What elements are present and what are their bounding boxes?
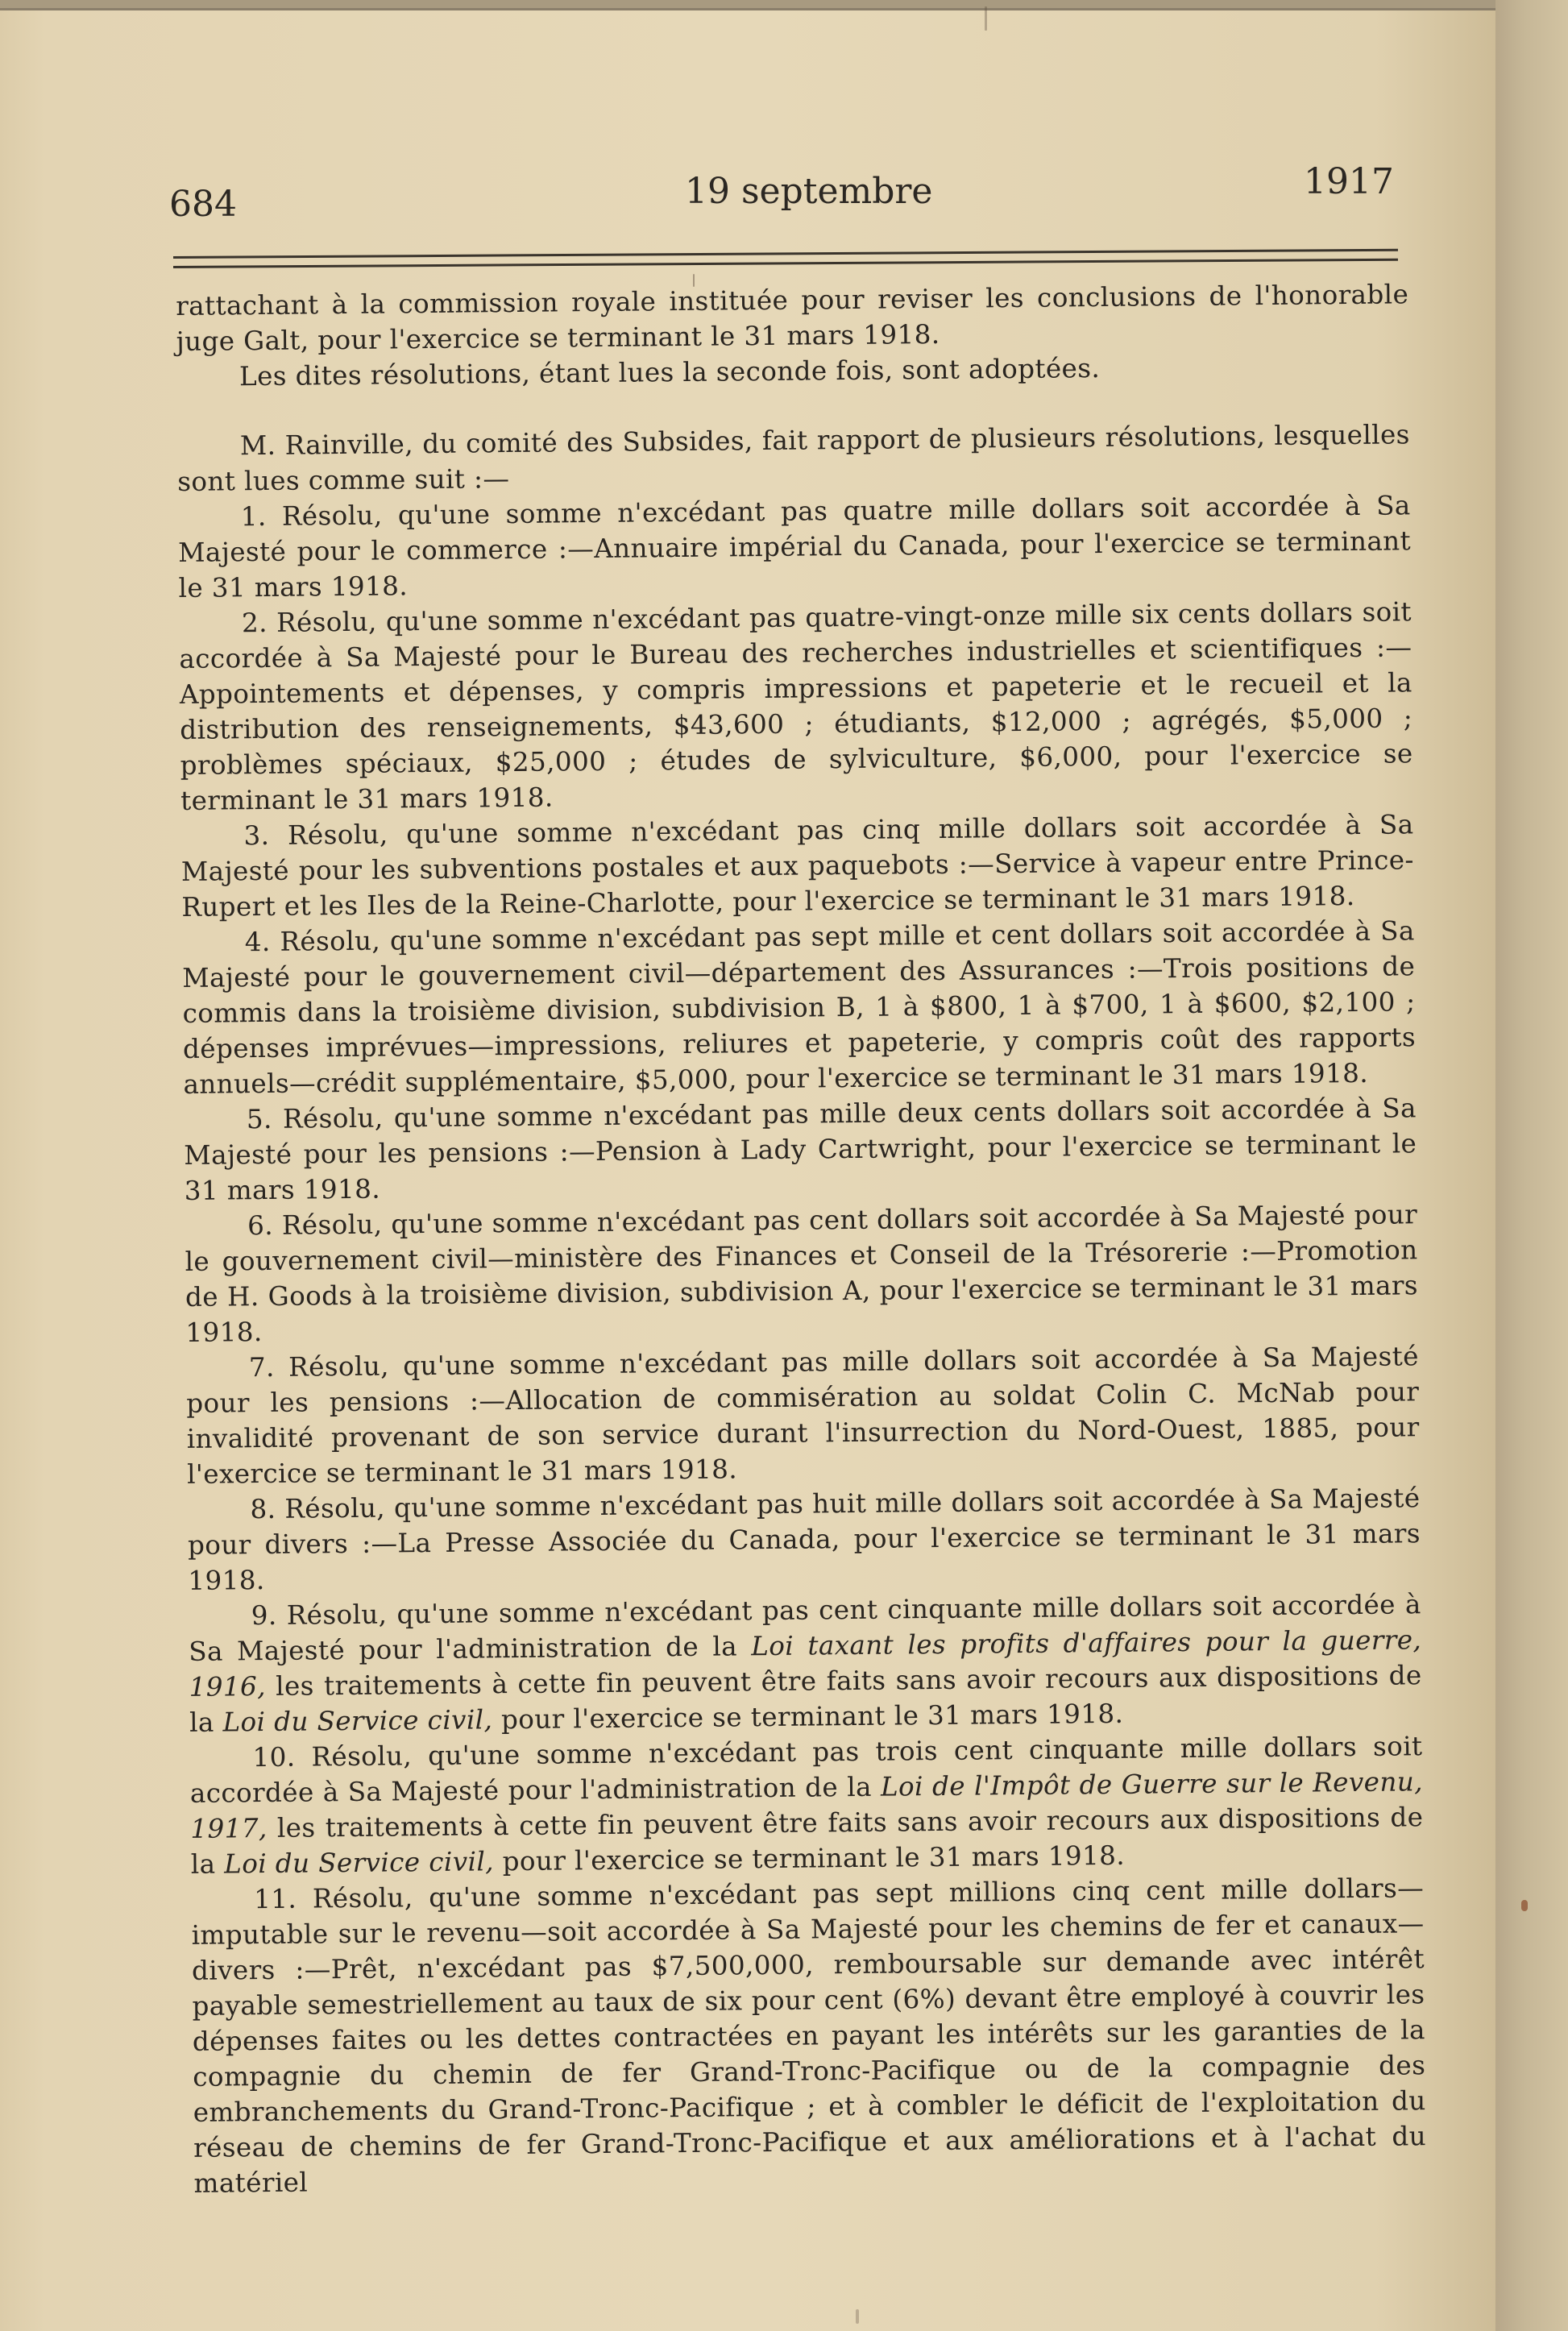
resolution-9-act-title: Loi taxant les profits d'affaires pour la guerre, 1916, bbox=[189, 1624, 1422, 1703]
resolution-10-text-b: les traitements à cette fin peuvent être faits sans avoir recours aux dispositions de la bbox=[190, 1802, 1424, 1880]
page-number: 684 bbox=[169, 184, 237, 225]
resolution-10-civil-service-act: Loi du Service civil, bbox=[223, 1846, 495, 1880]
header-rule-bottom bbox=[173, 259, 1398, 268]
resolution-9 bbox=[189, 1586, 1423, 1740]
resolution-1: 1. Résolu, qu'une somme n'excédant pas quatre mille dollars soit accordée à Sa Majesté pour le commerce :—Annuaire impérial du Canada, pour l'exercice se terminant le 31 mars 1918. bbox=[177, 490, 1412, 603]
resolution-9-text-b: les traitements à cette fin peuvent être faits sans avoir recours aux dispositions de la bbox=[189, 1660, 1422, 1738]
gutter-stain bbox=[1521, 1900, 1528, 1911]
resolution-10-text-c: pour l'exercice se terminant le 31 mars 1918. bbox=[493, 1839, 1126, 1877]
header-date: 19 septembre bbox=[685, 171, 933, 212]
paper-speck bbox=[856, 2309, 859, 2324]
resolution-6: 6. Résolu, qu'une somme n'excédant pas cent dollars soit accordée à Sa Majesté pour le gouvernement civil—ministère des Finances et Conseil de la Trésorerie :—Promotion de H. Goods à la troisième division, subdivision A, pour l'exercice se terminant le 31 mars 1918. bbox=[185, 1199, 1419, 1348]
document-body bbox=[176, 276, 1427, 2201]
resolution-3: 3. Résolu, qu'une somme n'excédant pas cinq mille dollars soit accordée à Sa Majesté pour les subventions postales et aux paquebots :—Service à vapeur entre Prince-Rupert et les Iles de la Reine-Charlotte, pour l'exercice se terminant le 31 mars 1918. bbox=[180, 809, 1415, 923]
book-gutter bbox=[1495, 0, 1568, 2331]
resolution-4: 4. Résolu, qu'une somme n'excédant pas sept mille et cent dollars soit accordée à Sa Majesté pour le gouvernement civil—département des Assurances :—Trois positions de commis dans la troisième division, subdivision B, 1 à $800, 1 à $700, 1 à $600, $2,100 ; dépenses imprévues—impressions, reliures et papeterie, y compris coût des rapports annuels—crédit supplémentaire, $5,000, pour l'exercice se terminant le 31 mars 1918. bbox=[182, 915, 1417, 1100]
resolution-9-text-c: pour l'exercice se terminant le 31 mars 1918. bbox=[492, 1698, 1124, 1736]
resolution-10 bbox=[189, 1728, 1424, 1882]
resolution-2: 2. Résolu, qu'une somme n'excédant pas quatre-vingt-onze mille six cents dollars soit accordée à Sa Majesté pour le Bureau des recherches industrielles et scientifiques :—Appointements et dépenses, y compris impressions et papeterie et le recueil et la distribution des renseignements, $43,600 ; étudiants, $12,000 ; agrégés, $5,000 ; problèmes spéciaux, $25,000 ; études de sylviculture, $6,000, pour l'exercice se terminant le 31 mars 1918. bbox=[179, 596, 1413, 816]
paper-speck bbox=[985, 6, 987, 31]
resolution-10-act-title: Loi de l'Impôt de Guerre sur le Revenu, 1917, bbox=[190, 1766, 1424, 1844]
resolution-9-text-a: 9. Résolu, qu'une somme n'excédant pas cent cinquante mille dollars soit accordée à Sa Majesté pour l'administration de la bbox=[189, 1589, 1421, 1667]
resolution-10-text-a: 10. Résolu, qu'une somme n'excédant pas trois cent cinquante mille dollars soit accordée à Sa Majesté pour l'administration de la bbox=[189, 1731, 1423, 1809]
resolution-8: 8. Résolu, qu'une somme n'excédant pas huit mille dollars soit accordée à Sa Majesté pour divers :—La Presse Associée du Canada, pour l'exercice se terminant le 31 mars 1918. bbox=[187, 1483, 1421, 1596]
header-year: 1917 bbox=[1304, 161, 1394, 202]
paragraph-adoption: Les dites résolutions, étant lues la seconde fois, sont adoptées. bbox=[239, 352, 1101, 392]
resolution-5: 5. Résolu, qu'une somme n'excédant pas mille deux cents dollars soit accordée à Sa Majesté pour les pensions :—Pension à Lady Cartwright, pour l'exercice se terminant le 31 mars 1918. bbox=[184, 1093, 1417, 1206]
paragraph-report: M. Rainville, du comité des Subsides, fait rapport de plusieurs résolutions, lesquelles sont lues comme suit :— bbox=[177, 419, 1410, 497]
resolution-11: 11. Résolu, qu'une somme n'excédant pas sept millions cinq cent mille dollars—imputable sur le revenu—soit accordée à Sa Majesté pour les chemins de fer et canaux—divers :—Prêt, n'excédant pas $7,500,000, remboursable sur demande avec intérêt payable semestriellement au taux de six pour cent (6%) devant être employé à couvrir les dépenses faites ou les dettes contractées en payant les intérêts sur les garanties de la compagnie du chemin de fer Grand-Tronc-Pacifique ou de la compagnie des embranchements du Grand-Tronc-Pacifique ; et à combler le déficit de l'exploitation du réseau de chemins de fer Grand-Tronc-Pacifique et aux améliorations et à l'achat du matériel bbox=[191, 1873, 1427, 2199]
page-top-edge bbox=[0, 0, 1495, 10]
page-header bbox=[169, 161, 1394, 226]
resolution-7: 7. Résolu, qu'une somme n'excédant pas mille dollars soit accordée à Sa Majesté pour les pensions :—Allocation de commisération au soldat Colin C. McNab pour invalidité provenant de son service durant l'insurrection du Nord-Ouest, 1885, pour l'exercice se terminant le 31 mars 1918. bbox=[186, 1341, 1420, 1490]
header-rule-top bbox=[173, 249, 1398, 259]
paper-speck bbox=[693, 274, 695, 287]
paragraph-continuation: rattachant à la commission royale instituée pour reviser les conclusions de l'honorable juge Galt, pour l'exercice se terminant le 31 mars 1918. bbox=[176, 279, 1409, 357]
resolution-9-civil-service-act: Loi du Service civil, bbox=[222, 1704, 493, 1738]
